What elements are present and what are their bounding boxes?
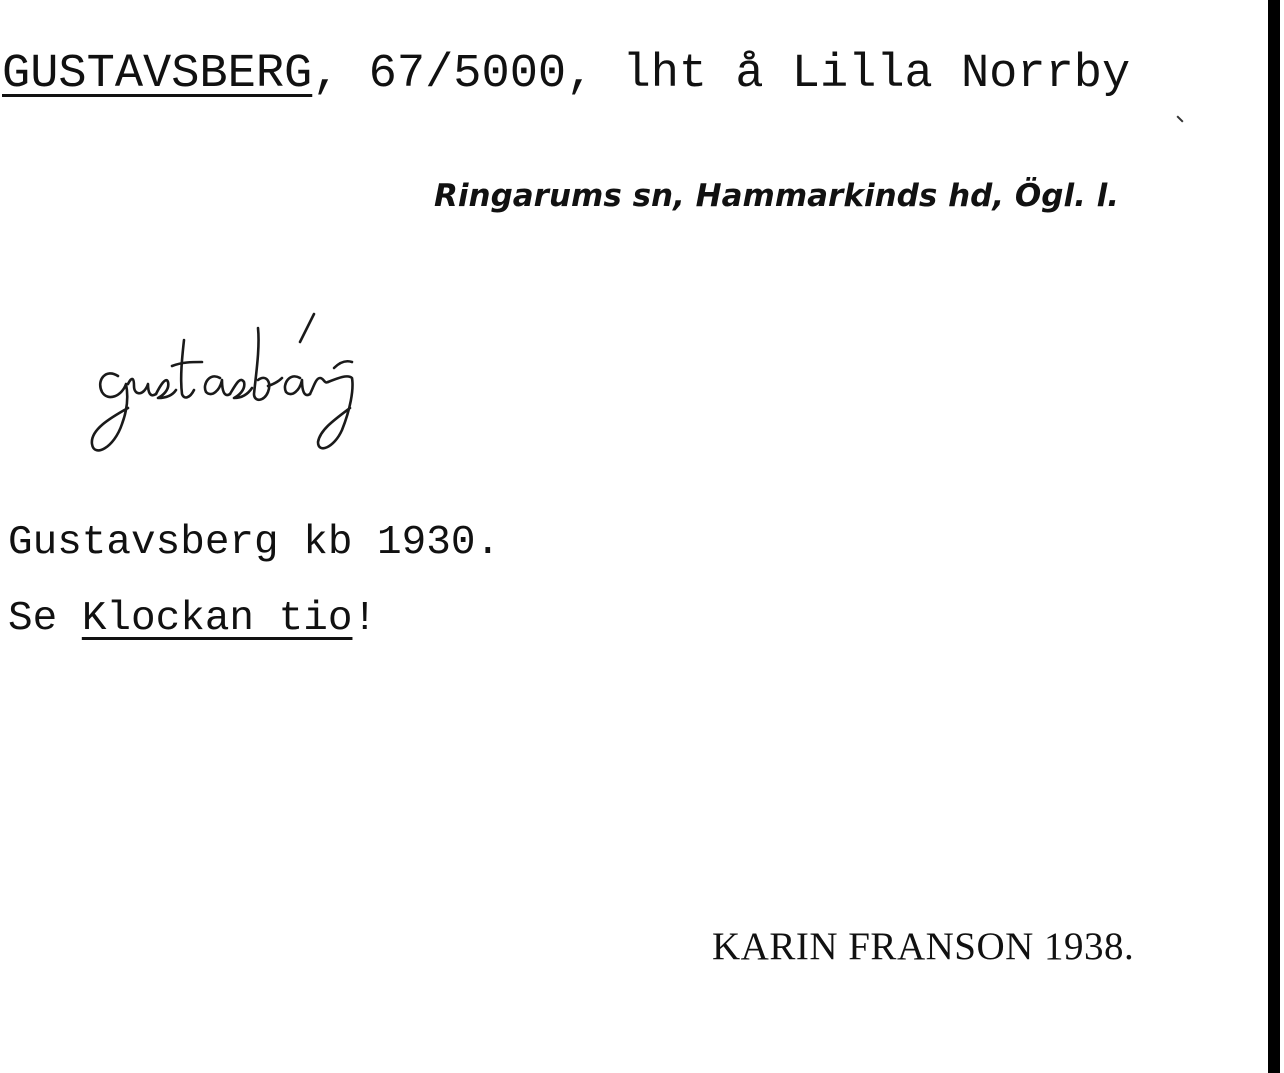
cross-reference: Klockan tio [81, 596, 353, 642]
handwritten-pronunciation [88, 298, 508, 468]
card-edge [1268, 0, 1280, 1073]
collector-signature: KARIN FRANSON 1938. [712, 925, 1135, 968]
parish-district-line: Ringarums sn, Hammarkinds hd, Ögl. l. [434, 178, 1120, 214]
note-line-1: Gustavsberg kb 1930. [8, 520, 501, 566]
see-reference-line [8, 596, 377, 642]
see-prefix: Se [8, 596, 82, 642]
see-suffix: ! [352, 596, 378, 642]
headword: GUSTAVSBERG [2, 48, 313, 101]
heading-details: , 67/5000, lht å Lilla Norrby [312, 48, 1131, 101]
stray-mark [1176, 115, 1183, 122]
card-heading [2, 48, 1130, 101]
